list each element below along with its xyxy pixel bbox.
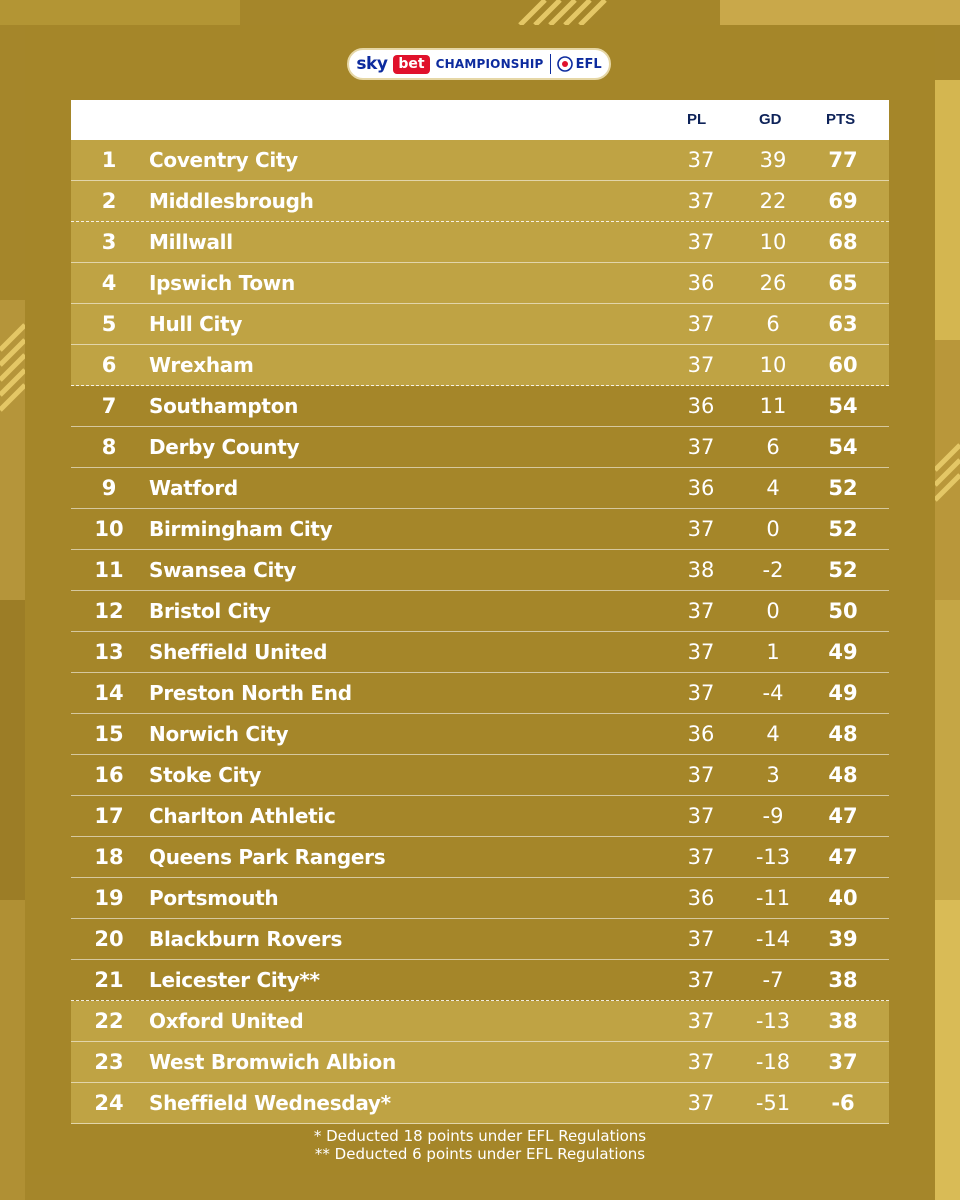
position-cell: 21 (94, 968, 124, 992)
points-cell: 47 (828, 845, 858, 869)
played-cell: 36 (687, 886, 715, 910)
goal-difference-cell: 0 (766, 599, 780, 623)
goal-difference-cell: 22 (759, 189, 787, 213)
points-cell: 48 (828, 763, 858, 787)
goal-difference-cell: 0 (766, 517, 780, 541)
header-pts: PTS (826, 111, 856, 128)
team-name-cell: Swansea City (149, 558, 297, 582)
points-cell: 50 (828, 599, 858, 623)
played-cell: 37 (687, 763, 715, 787)
goal-difference-cell: 10 (759, 230, 787, 254)
team-name-cell: Sheffield Wednesday* (149, 1091, 391, 1115)
played-cell: 36 (687, 476, 715, 500)
points-cell: 40 (828, 886, 858, 910)
table-row (71, 345, 889, 386)
position-cell: 14 (94, 681, 124, 705)
position-cell: 24 (94, 1091, 124, 1115)
team-name-cell: West Bromwich Albion (149, 1050, 396, 1074)
points-cell: 68 (828, 230, 858, 254)
points-cell: 38 (828, 968, 858, 992)
logo-efl-text: EFL (575, 56, 602, 72)
played-cell: 37 (687, 599, 715, 623)
position-cell: 17 (94, 804, 124, 828)
team-name-cell: Wrexham (149, 353, 254, 377)
goal-difference-cell: 39 (759, 148, 787, 172)
team-name-cell: Leicester City** (149, 968, 320, 992)
position-cell: 19 (94, 886, 124, 910)
table-row (71, 550, 889, 591)
played-cell: 36 (687, 271, 715, 295)
played-cell: 37 (687, 435, 715, 459)
table-body (71, 140, 889, 1124)
position-cell: 12 (94, 599, 124, 623)
position-cell: 11 (94, 558, 124, 582)
points-cell: 54 (828, 435, 858, 459)
team-name-cell: Preston North End (149, 681, 352, 705)
team-name-cell: Southampton (149, 394, 299, 418)
footnotes (0, 1127, 960, 1163)
table-row (71, 140, 889, 181)
table-row (71, 1042, 889, 1083)
position-cell: 1 (101, 148, 117, 172)
team-name-cell: Bristol City (149, 599, 271, 623)
header-gd: GD (759, 111, 782, 128)
sky-bet-championship-logo (347, 48, 611, 80)
position-cell: 5 (101, 312, 117, 336)
table-row (71, 878, 889, 919)
goal-difference-cell: 4 (766, 476, 780, 500)
position-cell: 15 (94, 722, 124, 746)
team-name-cell: Queens Park Rangers (149, 845, 386, 869)
points-cell: 38 (828, 1009, 858, 1033)
points-cell: 49 (828, 640, 858, 664)
team-name-cell: Norwich City (149, 722, 289, 746)
table-row (71, 386, 889, 427)
position-cell: 20 (94, 927, 124, 951)
table-row (71, 796, 889, 837)
logo-championship-text: CHAMPIONSHIP (435, 57, 544, 71)
position-cell: 8 (101, 435, 117, 459)
points-cell: 52 (828, 558, 858, 582)
team-name-cell: Portsmouth (149, 886, 279, 910)
table-row (71, 755, 889, 796)
position-cell: 9 (101, 476, 117, 500)
position-cell: 18 (94, 845, 124, 869)
played-cell: 37 (687, 804, 715, 828)
team-name-cell: Blackburn Rovers (149, 927, 343, 951)
team-name-cell: Middlesbrough (149, 189, 314, 213)
team-name-cell: Stoke City (149, 763, 262, 787)
points-cell: 77 (828, 148, 858, 172)
table-row (71, 1083, 889, 1124)
table-row (71, 263, 889, 304)
position-cell: 16 (94, 763, 124, 787)
played-cell: 37 (687, 1009, 715, 1033)
table-row (71, 591, 889, 632)
team-name-cell: Derby County (149, 435, 300, 459)
table-row (71, 509, 889, 550)
played-cell: 37 (687, 1091, 715, 1115)
played-cell: 37 (687, 640, 715, 664)
footnote-1: * Deducted 18 points under EFL Regulations (313, 1127, 647, 1145)
played-cell: 36 (687, 722, 715, 746)
team-name-cell: Ipswich Town (149, 271, 295, 295)
points-cell: 37 (828, 1050, 858, 1074)
played-cell: 37 (687, 353, 715, 377)
points-cell: 54 (828, 394, 858, 418)
goal-difference-cell: -18 (755, 1050, 791, 1074)
position-cell: 6 (101, 353, 117, 377)
goal-difference-cell: 11 (759, 394, 787, 418)
header-pl: PL (687, 111, 707, 128)
played-cell: 37 (687, 845, 715, 869)
played-cell: 37 (687, 517, 715, 541)
efl-ball-icon (557, 56, 573, 72)
team-name-cell: Hull City (149, 312, 243, 336)
points-cell: -6 (831, 1091, 855, 1115)
goal-difference-cell: 3 (766, 763, 780, 787)
position-cell: 23 (94, 1050, 124, 1074)
table-row (71, 960, 889, 1001)
played-cell: 37 (687, 927, 715, 951)
footnote-2: ** Deducted 6 points under EFL Regulations (314, 1145, 646, 1163)
points-cell: 63 (828, 312, 858, 336)
goal-difference-cell: -4 (762, 681, 784, 705)
team-name-cell: Watford (149, 476, 238, 500)
table-row (71, 673, 889, 714)
points-cell: 49 (828, 681, 858, 705)
played-cell: 37 (687, 312, 715, 336)
position-cell: 3 (101, 230, 117, 254)
table-row (71, 427, 889, 468)
points-cell: 48 (828, 722, 858, 746)
table-row (71, 181, 889, 222)
league-table (71, 100, 889, 1124)
logo-sky-text: sky (356, 54, 388, 74)
goal-difference-cell: -51 (755, 1091, 791, 1115)
position-cell: 22 (94, 1009, 124, 1033)
table-row (71, 468, 889, 509)
goal-difference-cell: -9 (762, 804, 784, 828)
points-cell: 47 (828, 804, 858, 828)
table-row (71, 1001, 889, 1042)
goal-difference-cell: 1 (766, 640, 780, 664)
logo-divider (550, 54, 551, 74)
team-name-cell: Millwall (149, 230, 233, 254)
table-row (71, 837, 889, 878)
points-cell: 52 (828, 476, 858, 500)
position-cell: 7 (101, 394, 117, 418)
points-cell: 69 (828, 189, 858, 213)
goal-difference-cell: -13 (755, 1009, 791, 1033)
points-cell: 65 (828, 271, 858, 295)
played-cell: 37 (687, 681, 715, 705)
team-name-cell: Oxford United (149, 1009, 304, 1033)
played-cell: 38 (687, 558, 715, 582)
points-cell: 52 (828, 517, 858, 541)
played-cell: 37 (687, 189, 715, 213)
goal-difference-cell: 4 (766, 722, 780, 746)
points-cell: 39 (828, 927, 858, 951)
goal-difference-cell: 10 (759, 353, 787, 377)
position-cell: 4 (101, 271, 117, 295)
goal-difference-cell: 26 (759, 271, 787, 295)
goal-difference-cell: 6 (766, 312, 780, 336)
position-cell: 10 (94, 517, 124, 541)
team-name-cell: Coventry City (149, 148, 298, 172)
table-row (71, 632, 889, 673)
position-cell: 13 (94, 640, 124, 664)
played-cell: 37 (687, 148, 715, 172)
played-cell: 37 (687, 968, 715, 992)
goal-difference-cell: -13 (755, 845, 791, 869)
team-name-cell: Sheffield United (149, 640, 328, 664)
played-cell: 36 (687, 394, 715, 418)
table-row (71, 714, 889, 755)
table-row (71, 222, 889, 263)
team-name-cell: Charlton Athletic (149, 804, 336, 828)
table-row (71, 304, 889, 345)
table-header (71, 100, 889, 140)
goal-difference-cell: -7 (762, 968, 784, 992)
logo-bet-text: bet (393, 55, 429, 74)
team-name-cell: Birmingham City (149, 517, 333, 541)
played-cell: 37 (687, 1050, 715, 1074)
position-cell: 2 (101, 189, 117, 213)
played-cell: 37 (687, 230, 715, 254)
points-cell: 60 (828, 353, 858, 377)
logo-efl-mark (557, 56, 602, 72)
table-row (71, 919, 889, 960)
goal-difference-cell: -2 (762, 558, 784, 582)
goal-difference-cell: 6 (766, 435, 780, 459)
goal-difference-cell: -14 (755, 927, 791, 951)
goal-difference-cell: -11 (755, 886, 791, 910)
